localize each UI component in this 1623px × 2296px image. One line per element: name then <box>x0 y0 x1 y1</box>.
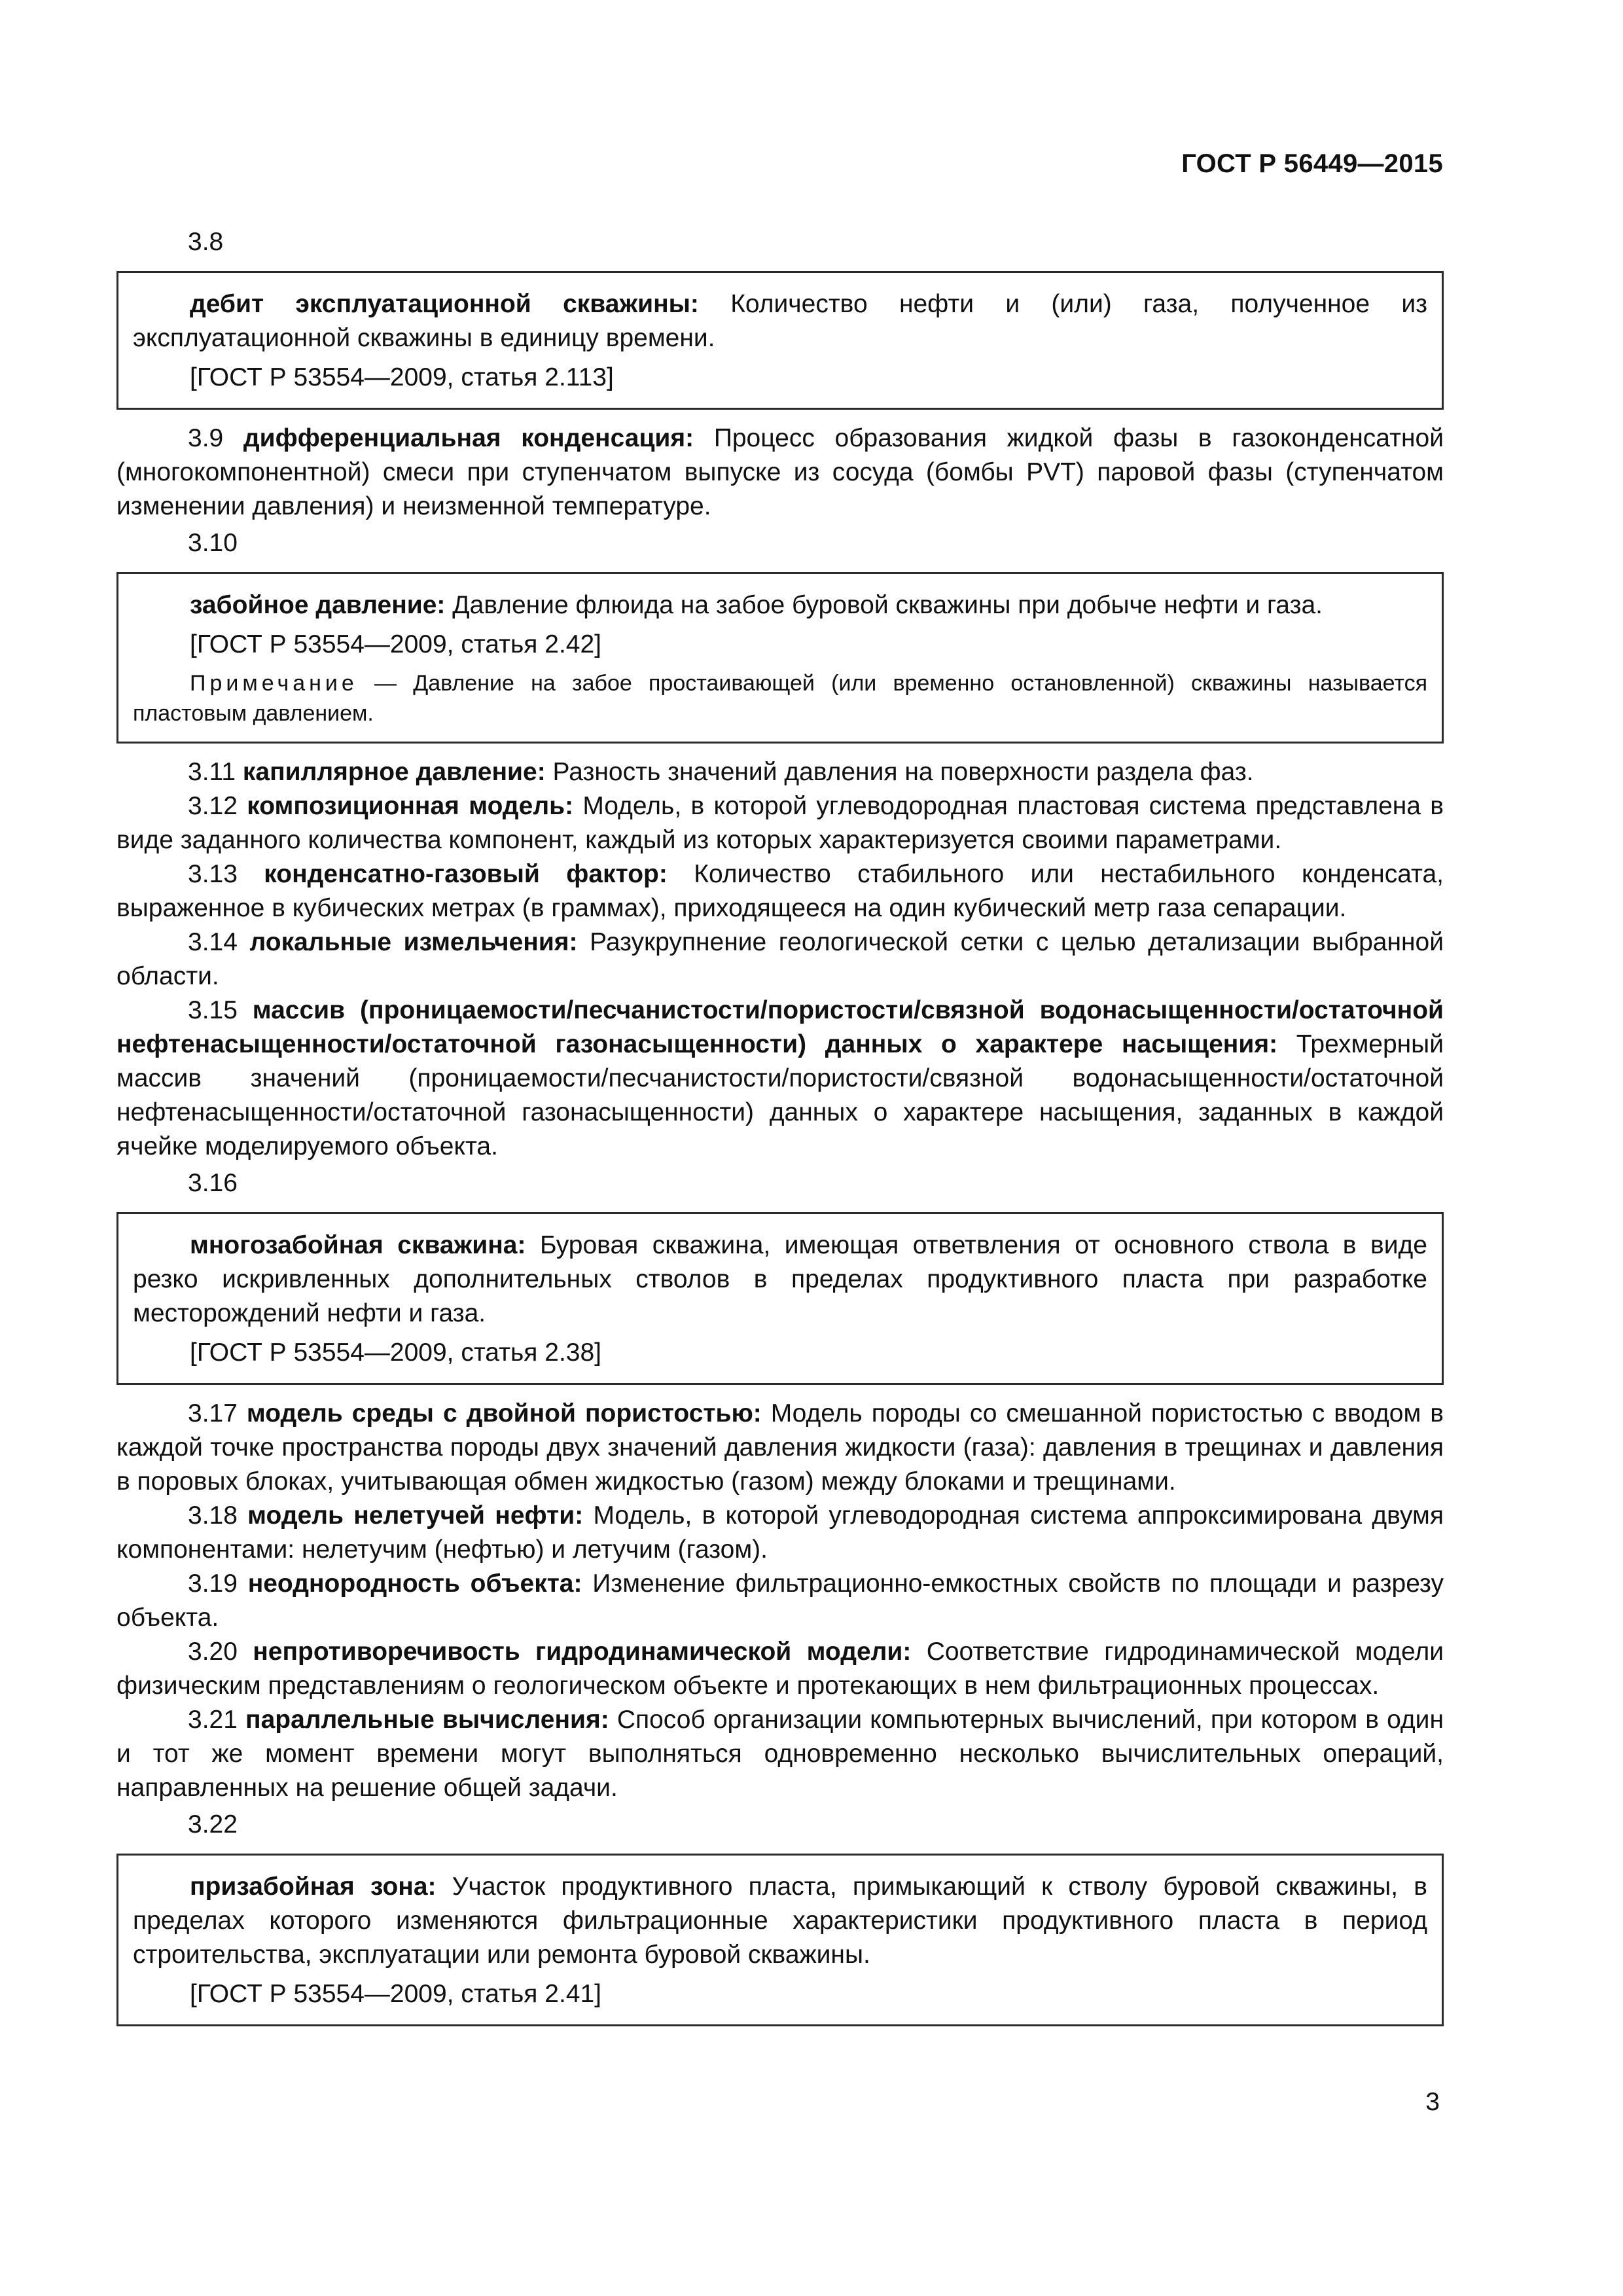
term-3-10: забойное давление: <box>190 591 446 619</box>
entry-3-11 <box>116 755 1444 789</box>
definition-text-3-8: Количество нефти и (или) газа, полученное из эксплуатационной скважины в единицу времени. <box>133 290 1427 352</box>
entry-number-3-18: 3.18 <box>188 1501 248 1530</box>
definition-3-16 <box>133 1229 1427 1331</box>
definition-text-3-12: Модель, в которой углеводородная пластовая система представлена в виде заданного количества компонент, каждый из которых характеризуется своими параметрами. <box>116 792 1444 854</box>
entry-number-3-8: 3.8 <box>188 228 224 256</box>
terms-content <box>116 223 1444 2038</box>
term-3-19: неоднородность объекта: <box>247 1570 582 1598</box>
term-3-9: дифференциальная конденсация: <box>243 424 694 452</box>
entry-number-3-13: 3.13 <box>188 860 264 888</box>
entry-number-3-19: 3.19 <box>188 1570 248 1598</box>
definition-text-3-11: Разность значений давления на поверхности раздела фаз. <box>545 758 1254 786</box>
source-reference-3-8: [ГОСТ Р 53554—2009, статья 2.113] <box>190 363 614 391</box>
term-3-15: массив (проницаемости/песчанистости/пористости/связной водонасыщенности/остаточной нефтенасыщенности/остаточной газонасыщенности) данных о характере насыщения: <box>116 996 1444 1058</box>
term-3-14: локальные измельчения: <box>249 928 578 956</box>
definition-text-3-10: Давление флюида на забое буровой скважины при добыче нефти и газа. <box>445 591 1323 619</box>
term-3-16: многозабойная скважина: <box>190 1231 526 1259</box>
entry-number-3-15: 3.15 <box>188 996 253 1024</box>
definition-text-3-16: Буровая скважина, имеющая ответвления от основного ствола в виде резко искривленных дополнительных стволов в пределах продуктивного пласта при разработке месторождений нефти и газа. <box>133 1231 1427 1327</box>
term-3-11: капиллярное давление: <box>242 758 546 786</box>
definition-text-3-9: Процесс образования жидкой фазы в газоконденсатной (многокомпонентной) смеси при ступенчатом выпуске из сосуда (бомбы PVT) паровой фазы (ступенчатом изменении давления) и неизменной температуре. <box>116 424 1444 520</box>
source-reference-3-22: [ГОСТ Р 53554—2009, статья 2.41] <box>190 1980 601 2008</box>
entry-3-18 <box>116 1499 1444 1567</box>
note-text-3-10: — Давление на забое простаивающей (или временно остановленной) скважины называется пластовым давлением. <box>133 671 1427 726</box>
document-code-header: ГОСТ Р 56449—2015 <box>1181 149 1443 178</box>
term-3-21: параллельные вычисления: <box>245 1706 609 1734</box>
definition-text-3-17: Модель породы со смешанной пористостью с вводом в каждой точке пространства породы двух значений давления жидкости (газа): давления в трещинах и давления в поровых блоках, учитывающая обмен жидкостью (газом) между блоками и трещинами. <box>116 1399 1444 1496</box>
term-3-22: призабойная зона: <box>190 1873 437 1901</box>
definition-3-8 <box>133 287 1427 355</box>
entry-3-9 <box>116 422 1444 524</box>
entry-number-3-22: 3.22 <box>188 1810 238 1839</box>
term-3-20: непротиворечивость гидродинамической модели: <box>253 1638 912 1666</box>
entry-3-14 <box>116 925 1444 994</box>
entry-number-3-9: 3.9 <box>188 424 243 452</box>
definition-text-3-22: Участок продуктивного пласта, примыкающий к стволу буровой скважины, в пределах которого изменяются фильтрационные характеристики продуктивного пласта в период строительства, эксплуатации или ремонта буровой скважины. <box>133 1873 1427 1969</box>
source-reference-3-16: [ГОСТ Р 53554—2009, статья 2.38] <box>190 1338 601 1367</box>
definition-text-3-18: Модель, в которой углеводородная система аппроксимирована двумя компонентами: нелетучим (нефтью) и летучим (газом). <box>116 1501 1444 1564</box>
term-3-8: дебит эксплуатационной скважины: <box>190 290 699 318</box>
note-3-10 <box>133 668 1427 728</box>
definition-text-3-13: Количество стабильного или нестабильного конденсата, выраженное в кубических метрах (в граммах), приходящееся на один кубический метр газа сепарации. <box>116 860 1444 922</box>
definition-text-3-14: Разукрупнение геологической сетки с целью детализации выбранной области. <box>116 928 1444 990</box>
entry-number-3-11: 3.11 <box>188 758 243 786</box>
quoted-definition-box-3-22 <box>116 1854 1444 2026</box>
definition-3-22 <box>133 1870 1427 1972</box>
definition-text-3-20: Соответствие гидродинамической модели физическим представлениям о геологическом объекте и протекающих в нем фильтрационных процессах. <box>116 1638 1444 1700</box>
entry-number-3-16: 3.16 <box>188 1169 238 1197</box>
entry-number-3-10: 3.10 <box>188 529 238 557</box>
quoted-definition-box-3-16 <box>116 1212 1444 1385</box>
definition-text-3-21: Способ организации компьютерных вычислений, при котором в один и тот же момент времени могут выполняться одновременно несколько вычислительных операций, направленных на решение общей задачи. <box>116 1706 1444 1802</box>
definition-text-3-19: Изменение фильтрационно-емкостных свойств по площади и разрезу объекта. <box>116 1570 1444 1632</box>
term-3-13: конденсатно-газовый фактор: <box>264 860 668 888</box>
note-label: Примечание <box>190 671 358 696</box>
definition-text-3-15: Трехмерный массив значений (проницаемости/песчанистости/пористости/связной водонасыщенности/остаточной нефтенасыщенности/остаточной газонасыщенности) данных о характере насыщения, заданных в каждой ячейке моделируемого объекта. <box>116 1030 1444 1160</box>
entry-number-3-17: 3.17 <box>188 1399 247 1427</box>
entry-3-20 <box>116 1635 1444 1703</box>
entry-3-15 <box>116 994 1444 1164</box>
entry-number-3-20: 3.20 <box>188 1638 253 1666</box>
source-reference-3-10: [ГОСТ Р 53554—2009, статья 2.42] <box>190 630 601 658</box>
entry-3-17 <box>116 1397 1444 1499</box>
term-3-17: модель среды с двойной пористостью: <box>246 1399 762 1427</box>
entry-3-21 <box>116 1703 1444 1805</box>
page-number: 3 <box>1425 2088 1440 2116</box>
definition-3-10 <box>133 588 1427 622</box>
term-3-12: композиционная модель: <box>247 792 574 820</box>
quoted-definition-box-3-8 <box>116 271 1444 410</box>
entry-3-12 <box>116 789 1444 857</box>
entry-3-13 <box>116 857 1444 925</box>
entry-number-3-14: 3.14 <box>188 928 250 956</box>
quoted-definition-box-3-10 <box>116 572 1444 744</box>
entry-number-3-12: 3.12 <box>188 792 247 820</box>
entry-number-3-21: 3.21 <box>188 1706 246 1734</box>
entry-3-19 <box>116 1567 1444 1635</box>
term-3-18: модель нелетучей нефти: <box>247 1501 584 1530</box>
